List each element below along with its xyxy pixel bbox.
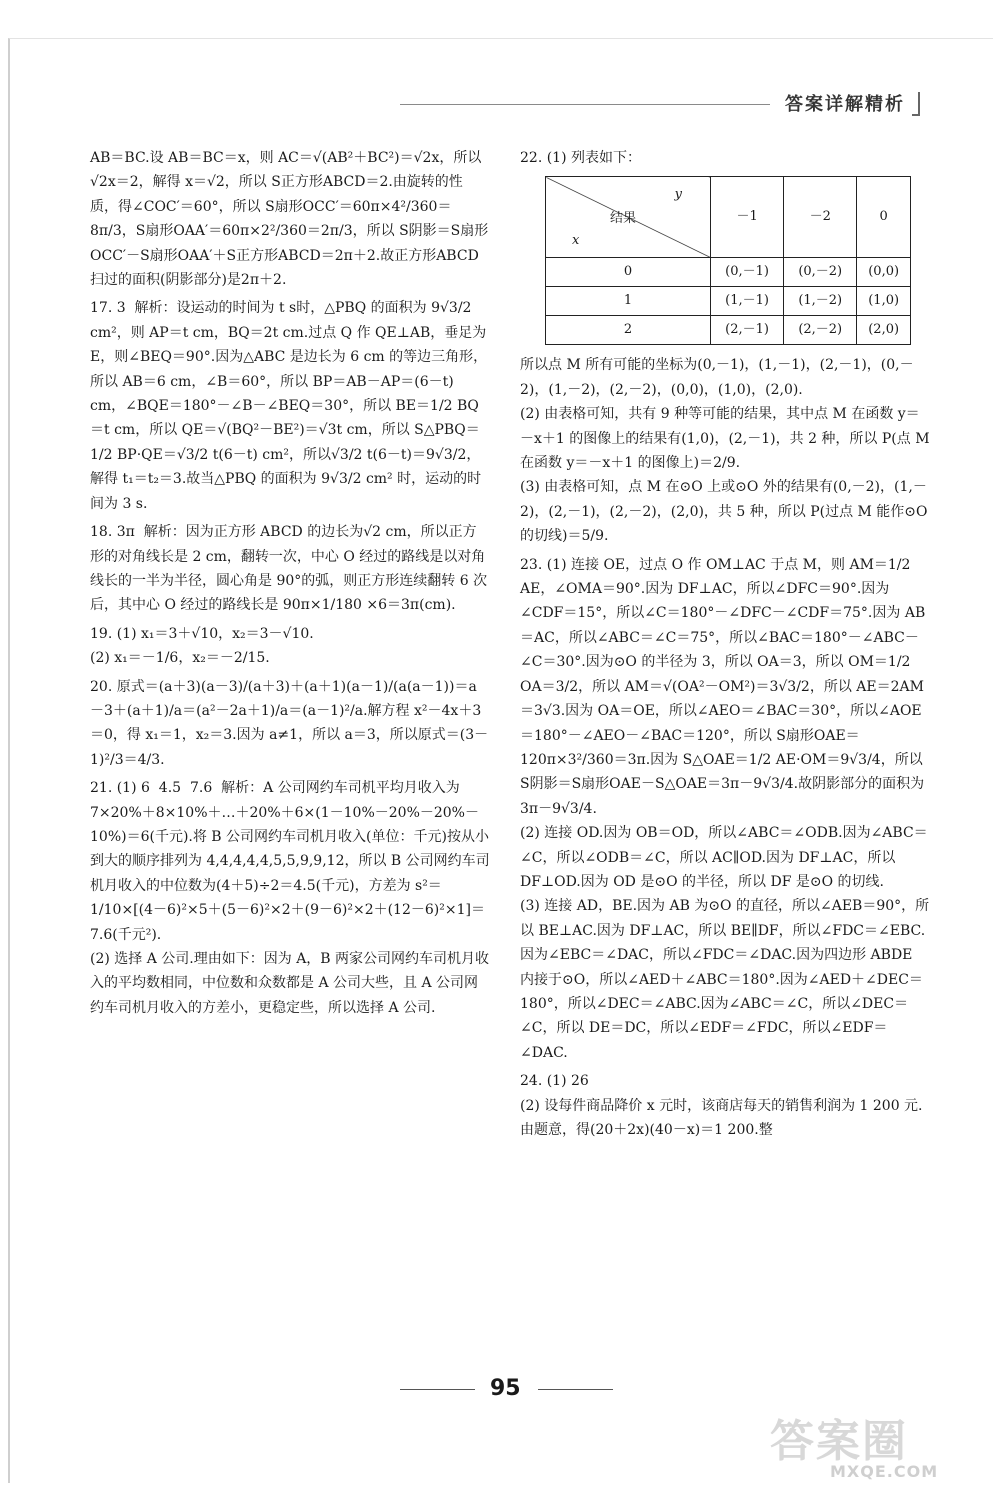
header-title: 答案详解精析 <box>785 94 905 115</box>
table-row-header: 2 <box>546 316 711 345</box>
watermark-logo: 答案圈 <box>770 1416 908 1467</box>
page-number-rule-right <box>538 1389 613 1390</box>
table-cell: (2,－2) <box>784 316 857 345</box>
solution-18: 18. 3π 解析：因为正方形 ABCD 的边长为√2 cm，所以正方形的对角线长是 2 cm，翻转一次，中心 O 经过的路线是以对角线长的一半为半径，圆心角是 90°的弧，则正方形连续翻转 6 次后，其中心 O 经过的路线长是 90π×1/180 ×6＝3π(cm). <box>90 524 488 614</box>
solution-20: 20. 原式＝(a＋3)(a－3)/(a＋3)＋(a＋1)(a－1)/(a(a－1))＝a－3＋(a＋1)/a＝(a²－2a＋1)/a＝(a－1)²/a.解方程 x²－4x＋3＝0，得 x₁＝1，x₂＝3.因为 a≠1，所以 a＝3，所以原式＝(3－1)²/3＝4/3. <box>90 678 489 768</box>
solution-21: 21. (1) 6 4.5 7.6 解析：A 公司网约车司机平均月收入为 7×20%＋8×10%＋…＋20%＋6×(1－10%－20%－20%－10%)＝6(千元).将 B 公司网约车司机月收入(单位：千元)按从小到大的顺序排列为 4,4,4,4,4,5,5,9,9,12，所以 B 公司网约车司机月收入的中位数为(4＋5)÷2＝4.5(千元)，方差为 s²＝1/10×[(4－6)²×5＋(5－6)²×2＋(9－6)²×2＋(12－6)²×1]＝7.6(千元²). (2) 选择 A 公司.理由如下：因为 A，B 两家公司网约车司机月收入的平均数相同，中位数和众数都是 A 公司大些，且 A 公司网约车司机月收入的方差小，更稳定些，所以选择 A 公司. <box>90 780 490 1016</box>
table-col-header: －1 <box>711 177 784 258</box>
solution-24: 24. (1) 26 (2) 设每件商品降价 x 元时，该商店每天的销售利润为 1 200 元.由题意，得(20＋2x)(40－x)＝1 200.整 <box>520 1073 923 1138</box>
left-column <box>90 146 490 1024</box>
table-cell: (2,0) <box>857 316 911 345</box>
corner-x-label: x <box>572 233 580 249</box>
right-column <box>520 146 930 1146</box>
result-table <box>545 176 911 345</box>
table-header-row <box>546 177 911 258</box>
table-col-header: －2 <box>784 177 857 258</box>
table-cell: (0,0) <box>857 258 911 287</box>
solution-23: 23. (1) 连接 OE，过点 O 作 OM⊥AC 于点 M，则 AM＝1/2 AE，∠OMA＝90°.因为 DF⊥AC，所以∠DFC＝90°.因为∠CDF＝15°，所以∠C＝180°－∠DFC－∠CDF＝75°.因为 AB＝AC，所以∠ABC＝∠C＝75°，所以∠BAC＝180°－∠ABC－∠C＝30°.因为⊙O 的半径为 3，所以 OA＝3，所以 OM＝1/2 OA＝3/2，所以 AM＝√(OA²－OM²)＝3√3/2，所以 AE＝2AM＝3√3.因为 OA＝OE，所以∠AEO＝∠BAC＝30°，所以∠AOE＝180°－∠AEO－∠BAC＝120°，所以 S扇形OAE＝120π×3²/360＝3π.因为 S△OAE＝1/2 AE·OM＝9√3/4，所以 S阴影＝S扇形OAE－S△OAE＝3π－9√3/4.故阴影部分的面积为 3π－9√3/4. (2) 连接 OD.因为 OB＝OD，所以∠ABC＝∠ODB.因为∠ABC＝∠C，所以∠ODB＝∠C，所以 AC∥OD.因为 DF⊥AC，所以 DF⊥OD.因为 OD 是⊙O 的半径，所以 DF 是⊙O 的切线. (3) 连接 AD，BE.因为 AB 为⊙O 的直径，所以∠AEB＝90°，所以 BE⊥AC.因为 DF⊥AC，所以 BE∥DF，所以∠FDC＝∠EBC.因为∠EBC＝∠DAC，所以∠FDC＝∠DAC.因为四边形 ABDE 内接于⊙O，所以∠AED＋∠ABC＝180°.因为∠AED＋∠DEC＝180°，所以∠DEC＝∠ABC.因为∠ABC＝∠C，所以∠DEC＝∠C，所以 DE＝DC，所以∠EDF＝∠FDC，所以∠EDF＝∠DAC. <box>520 556 930 1061</box>
table-cell: (1,0) <box>857 287 911 316</box>
corner-y-label: y <box>674 187 682 203</box>
table-row-header: 1 <box>546 287 711 316</box>
table-row <box>546 287 911 316</box>
table-cell: (2,－1) <box>711 316 784 345</box>
header-rule <box>400 104 770 105</box>
solution-19: 19. (1) x₁＝3＋√10，x₂＝3－√10. (2) x₁＝－1/6，x₂＝－2/15. <box>90 625 314 667</box>
table-cell: (0,－1) <box>711 258 784 287</box>
page-number-rule-left <box>400 1389 475 1390</box>
solution-17: 17. 3 解析：设运动的时间为 t s时，△PBQ 的面积为 9√3/2 cm²，则 AP＝t cm，BQ＝2t cm.过点 Q 作 QE⊥AB，垂足为 E，则∠BEQ＝90°.因为△ABC 是边长为 6 cm 的等边三角形，所以 AB＝6 cm，∠B＝60°，所以 BP＝AB－AP＝(6－t) cm，∠BQE＝180°－∠B－∠BEQ＝30°，所以 BE＝1/2 BQ＝t cm，所以 QE＝√(BQ²－BE²)＝√3t cm，所以 S△PBQ＝1/2 BP·QE＝√3/2 t(6－t) cm²，所以√3/2 t(6－t)＝9√3/2，解得 t₁＝t₂＝3.故当△PBQ 的面积为 9√3/2 cm² 时，运动的时间为 3 s. <box>90 300 491 512</box>
corner-result-label: 结果 <box>610 211 637 227</box>
solution-continuation: AB＝BC.设 AB＝BC＝x，则 AC＝√(AB²＋BC²)＝√2x，所以√2x＝2，解得 x＝√2，所以 S正方形ABCD＝2.由旋转的性质，得∠COC′＝60°，所以 S扇形OCC′＝60π×4²/360＝8π/3，S扇形OAA′＝60π×2²/360＝2π/3，所以 S阴影＝S扇形OCC′－S扇形OAA′＋S正方形ABCD＝2π＋2.故正方形ABCD扫过的面积(阴影部分)是2π＋2. <box>90 150 489 289</box>
table-corner-cell <box>546 177 711 258</box>
solution-22-rest: 所以点 M 所有可能的坐标为(0,－1)，(1,－1)，(2,－1)，(0,－2)，(1,－2)，(2,－2)，(0,0)，(1,0)，(2,0). (2) 由表格可知，共有 9 种等可能的结果，其中点 M 在函数 y＝－x＋1 的图像上的结果有(1,0)，(2,－1)，共 2 种，所以 P(点 M 在函数 y＝－x＋1 的图像上)＝2/9. (3) 由表格可知，点 M 在⊙O 上或⊙O 外的结果有(0,－2)，(1,－2)，(2,－1)，(2,－2)，(2,0)，共 5 种，所以 P(过点 M 能作⊙O 的切线)＝5/9. <box>520 357 930 545</box>
page-number: 95 <box>490 1376 521 1401</box>
table-col-header: 0 <box>857 177 911 258</box>
table-cell: (1,－2) <box>784 287 857 316</box>
table-row <box>546 258 911 287</box>
table-row-header: 0 <box>546 258 711 287</box>
solution-22-intro: 22. (1) 列表如下： <box>520 150 641 166</box>
header-bracket <box>912 92 920 116</box>
table-row <box>546 316 911 345</box>
watermark-url: MXQE.COM <box>830 1462 939 1481</box>
table-cell: (0,－2) <box>784 258 857 287</box>
table-cell: (1,－1) <box>711 287 784 316</box>
